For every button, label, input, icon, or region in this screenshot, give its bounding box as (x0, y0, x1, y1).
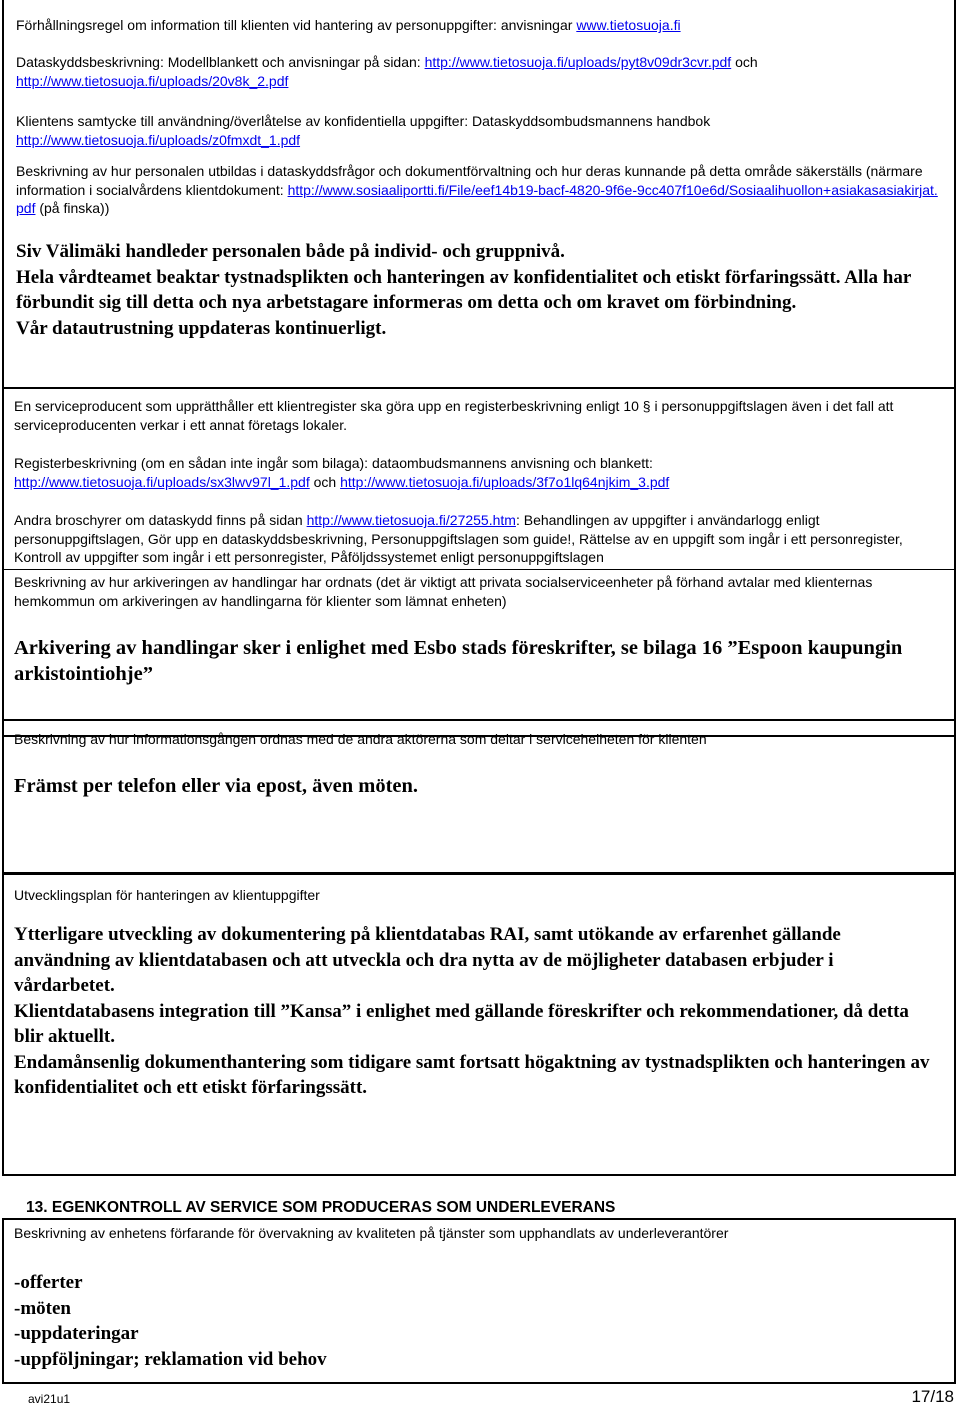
answer-line: Hela vårdteamet beaktar tystnadsplikten och hanteringen av konfidentialitet och etiskt förfaringssätt. Alla har förbundit sig till detta och nya arbetstagare informeras om detta och om kravet om förbindning. (16, 266, 911, 313)
answer-paragraph: Ytterligare utveckling av dokumentering på klientdatabas RAI, samt utökande av erfarenhet gällande användning av klientdatabasen och att utveckla och dra nytta av de möjligheter databasen erbjuder i vårdarbetet. (14, 924, 841, 996)
and-text: och (309, 473, 341, 490)
register-link-2[interactable]: http://www.tietosuoja.fi/uploads/3f7o1lq64njkim_3.pdf (340, 473, 670, 490)
register-form-text: Registerbeskrivning (om en sådan inte ingår som bilaga): dataombudsmannens anvisning och blankett: (14, 455, 653, 471)
divider (4, 569, 954, 570)
guideline-text: Förhållningsregel om information till klienten vid hantering av personuppgifter: anvisningar (16, 17, 577, 33)
development-plan-answer (14, 922, 934, 1101)
register-obligation: En serviceproducent som upprätthåller ett klientregister ska göra upp en registerbeskrivning enligt 10 § i personuppgiftslagen även i det fall att serviceproducenten verkar i ett annat företags lokaler. (14, 398, 894, 433)
section-13-heading: 13. EGENKONTROLL AV SERVICE SOM PRODUCERAS SOM UNDERLEVERANS (26, 1199, 616, 1216)
model-form-link[interactable]: http://www.tietosuoja.fi/uploads/pyt8v09dr3cvr.pdf (424, 54, 732, 70)
brochures-link[interactable]: http://www.tietosuoja.fi/27255.htm (306, 512, 516, 528)
handbook-link[interactable]: http://www.tietosuoja.fi/uploads/z0fmxdt_1.pdf (16, 131, 301, 148)
training-answer (16, 239, 936, 341)
development-plan-description: Utvecklingsplan för hanteringen av klientuppgifter (14, 887, 320, 903)
information-flow-description: Beskrivning av hur informationsgången ordnas med de andra aktörerna som deltar i servicehelheten för klienten (14, 731, 707, 747)
training-description (16, 162, 941, 218)
list-item: -uppföljningar; reklamation vid behov (14, 1348, 327, 1370)
guideline-line (16, 16, 681, 35)
subcontracting-description: Beskrivning av enhetens förfarande för övervakning av kvaliteten på tjänster som upphandlats av underleverantörer (14, 1225, 729, 1241)
page-number: 17/18 (911, 1387, 954, 1406)
brochures-info (14, 511, 939, 567)
answer-line: Siv Välimäki handleder personalen både på individ- och gruppnivå. (16, 241, 565, 262)
brochures-list: : Behandlingen av uppgifter i användarlogg enligt personuppgiftslagen, Gör upp en dataskyddsbeskrivning, Personuppgiftslagen som guide!, Rättelse av en uppgift som ingår i ett personregister, Kontroll av uppgifter som ingår i ett personregister, Påföljdssystemet enligt personuppgiftslagen (14, 512, 903, 565)
consent-text: Klientens samtycke till användning/överlåtelse av konfidentiella uppgifter: Dataskyddsombudsmannens handbok (16, 113, 711, 129)
archiving-description: Beskrivning av hur arkiveringen av handlingar har ordnats (det är viktigt att privata socialserviceenheter på förhand avtalar med klienternas hemkommun om arkiveringen av handlingarna för klienter som lämnat enheten) (14, 574, 873, 609)
data-protection-section (2, 0, 956, 389)
development-plan-section (2, 873, 956, 1176)
brochures-text: Andra broschyrer om dataskydd finns på sidan (14, 512, 307, 528)
information-flow-answer: Främst per telefon eller via epost, även möten. (14, 775, 419, 797)
subcontracting-list (14, 1270, 327, 1372)
list-item: -offerter (14, 1272, 83, 1293)
answer-paragraph: Endamånsenlig dokumenthantering som tidigare samt fortsatt högaktning av tystnadsplikten och hanteringen av konfidentialitet och ett etiskt förfaringssätt. (14, 1051, 930, 1098)
register-link-1[interactable]: http://www.tietosuoja.fi/uploads/sx3lwv97l_1.pdf (14, 473, 310, 490)
consent-description (16, 112, 946, 149)
answer-line: Vår datautrustning uppdateras kontinuerligt. (16, 317, 387, 339)
list-item: -möten (14, 1297, 71, 1319)
archiving-answer: Arkivering av handlingar sker i enlighet med Esbo stads föreskrifter, se bilaga 16 ”Espoon kaupungin arkistointiohje” (14, 637, 903, 685)
sosiaaliportti-link[interactable]: http://www.sosiaaliportti.fi/File/eef14b19-bacf-4820-9f6e-9cc407f10e6d/Sosiaalihuollon+asiakasasiakirjat.pdf (16, 181, 938, 216)
and-text: och (731, 54, 758, 70)
tietosuoja-link[interactable]: www.tietosuoja.fi (576, 17, 681, 33)
dataskydd-text: Dataskyddsbeskrivning: Modellblankett och anvisningar på sidan: (16, 54, 425, 70)
dataskydd-description (16, 53, 936, 90)
information-flow-section (2, 719, 956, 874)
instructions-link[interactable]: http://www.tietosuoja.fi/uploads/20v8k_2.pdf (16, 72, 289, 89)
register-section (2, 387, 956, 737)
list-item: -uppdateringar (14, 1323, 139, 1344)
subcontracting-section (2, 1218, 956, 1384)
training-text: Beskrivning av hur personalen utbildas i dataskyddsfrågor och dokumentförvaltning och hur deras kunnande på detta område säkerställs (närmare information i socialvårdens klientdokument: (16, 163, 923, 198)
finnish-note: (på finska)) (35, 200, 110, 216)
form-code: avi21u1 (28, 1392, 71, 1406)
answer-paragraph: Klientdatabasens integration till ”Kansa” i enlighet med gällande föreskrifter och rekommendationer, då detta blir aktuellt. (14, 1000, 909, 1047)
register-form-info (14, 454, 939, 491)
